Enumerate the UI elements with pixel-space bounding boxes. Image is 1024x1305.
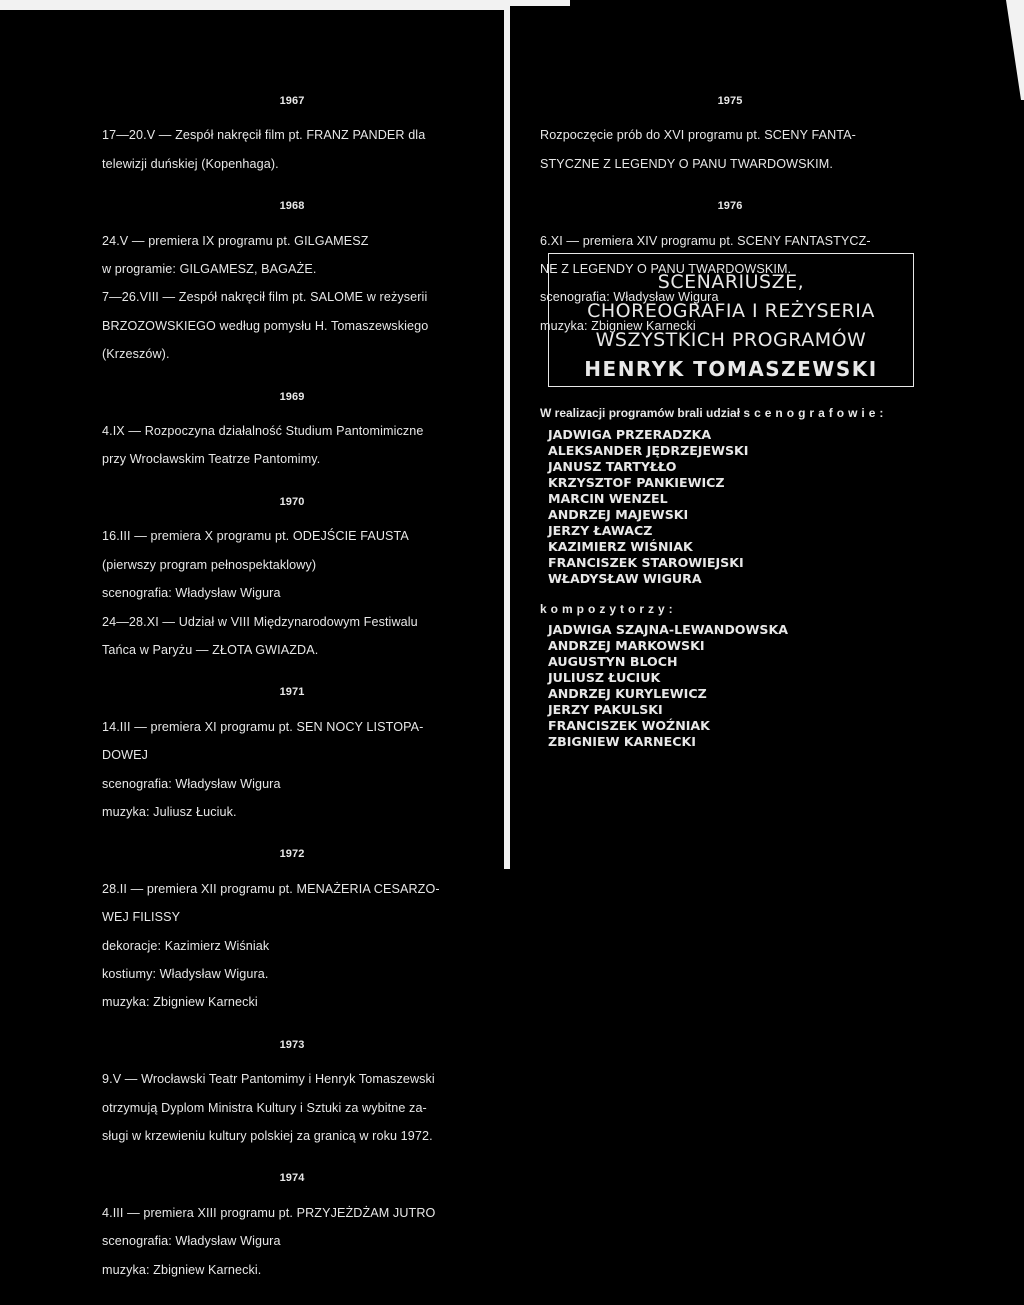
- entry-line: 4.IX — Rozpoczyna działalność Studium Pantomimiczne: [102, 424, 424, 439]
- scenographer-name: WŁADYSŁAW WIGURA: [548, 571, 702, 586]
- composers-list: [548, 622, 788, 750]
- composer-name: AUGUSTYN BLOCH: [548, 654, 678, 669]
- entry-line: Rozpoczęcie prób do XVI programu pt. SCENY FANTA-: [540, 128, 856, 143]
- entry-line: 17—20.V — Zespół nakręcił film pt. FRANZ PANDER dla: [102, 128, 426, 143]
- entry-line: 16.III — premiera X programu pt. ODEJŚCIE FAUSTA: [102, 529, 409, 544]
- year-heading: 1970: [279, 495, 305, 508]
- entry-line: 24.V — premiera IX programu pt. GILGAMESZ: [102, 233, 369, 248]
- year-section: [102, 1171, 482, 1291]
- year-heading: 1969: [279, 390, 305, 403]
- entry-line: 4.III — premiera XIII programu pt. PRZYJEŻDŻAM JUTRO: [102, 1205, 436, 1220]
- entry-line: w programie: GILGAMESZ, BAGAŻE.: [102, 262, 317, 277]
- year-heading: 1976: [717, 200, 743, 213]
- scenographer-name: KRZYSZTOF PANKIEWICZ: [548, 475, 725, 490]
- scenographer-name: MARCIN WENZEL: [548, 491, 668, 506]
- year-entry: [102, 515, 482, 671]
- scenographer-name: FRANCISZEK STAROWIEJSKI: [548, 555, 744, 570]
- composer-name: ANDRZEJ KURYLEWICZ: [548, 686, 707, 701]
- entry-line: muzyka: Zbigniew Karnecki.: [102, 1262, 262, 1277]
- entry-line: scenografia: Władysław Wigura: [540, 290, 719, 305]
- entry-line: muzyka: Juliusz Łuciuk.: [102, 804, 237, 819]
- composer-name: JULIUSZ ŁUCIUK: [548, 670, 661, 685]
- year-entry: [540, 114, 920, 185]
- year-heading: 1972: [279, 848, 305, 861]
- year-heading: 1967: [279, 95, 305, 107]
- year-section: [102, 847, 482, 1023]
- entry-line: dekoracje: Kazimierz Wiśniak: [102, 938, 270, 953]
- entry-line: 7—26.VIII — Zespół nakręcił film pt. SALOME w reżyserii: [102, 290, 428, 305]
- entry-line: scenografia: Władysław Wigura: [102, 586, 281, 601]
- credits-banner: [548, 253, 914, 387]
- entry-line: scenografia: Władysław Wigura: [102, 1234, 281, 1249]
- year-section: [102, 1038, 482, 1158]
- entry-line: 28.II — premiera XII programu pt. MENAŻERIA CESARZO-: [102, 881, 440, 896]
- entry-line: Tańca w Paryżu — ZŁOTA GWIAZDA.: [102, 642, 319, 657]
- banner-line: WSZYSTKICH PROGRAMÓW: [595, 329, 867, 351]
- top-edge-strip: [0, 0, 504, 10]
- scenographer-name: JERZY ŁAWACZ: [548, 523, 653, 538]
- top-edge-strip-right: [510, 0, 570, 6]
- chronology-left: [102, 94, 482, 1305]
- entry-line: telewizji duńskiej (Kopenhaga).: [102, 156, 279, 171]
- entry-line: 6.XI — premiera XIV programu pt. SCENY FANTASTYCZ-: [540, 233, 871, 248]
- scenographer-name: JADWIGA PRZERADZKA: [548, 427, 712, 442]
- entry-line: (Krzeszów).: [102, 347, 170, 362]
- year-heading: 1971: [279, 686, 305, 699]
- entry-line: przy Wrocławskim Teatrze Pantomimy.: [102, 452, 321, 467]
- scenographers-label-spaced: scenografowie:: [743, 406, 888, 420]
- banner-text: [549, 268, 913, 384]
- entry-line: DOWEJ: [102, 748, 148, 763]
- composer-name: FRANCISZEK WOŹNIAK: [548, 718, 710, 733]
- composer-name: JADWIGA SZAJNA-LEWANDOWSKA: [548, 622, 788, 637]
- scenographers-label: [540, 406, 887, 420]
- year-entry: [102, 706, 482, 834]
- scenographer-name: ALEKSANDER JĘDRZEJEWSKI: [548, 443, 749, 458]
- scenographer-name: ANDRZEJ MAJEWSKI: [548, 507, 689, 522]
- entry-line: (pierwszy program pełnospektaklowy): [102, 557, 317, 572]
- year-entry: [102, 868, 482, 1024]
- year-section: [102, 685, 482, 833]
- scenographers-label-prefix: W realizacji programów brali udział: [540, 406, 741, 420]
- year-heading: 1975: [717, 95, 743, 107]
- banner-line: SCENARIUSZE,: [657, 271, 805, 293]
- entry-line: 24—28.XI — Udział w VIII Międzynarodowym Festiwalu: [102, 614, 418, 629]
- page-gutter: [504, 0, 510, 869]
- year-entry: [102, 410, 482, 481]
- year-section: [102, 495, 482, 671]
- entry-line: otrzymują Dyplom Ministra Kultury i Sztuki za wybitne za-: [102, 1100, 427, 1115]
- entry-line: 14.III — premiera XI programu pt. SEN NOCY LISTOPA-: [102, 719, 424, 734]
- scenographer-name: KAZIMIERZ WIŚNIAK: [548, 539, 693, 554]
- year-entry: [102, 1058, 482, 1157]
- banner-author: HENRYK TOMASZEWSKI: [584, 357, 878, 381]
- year-section: [102, 94, 482, 185]
- year-heading: 1973: [279, 1038, 305, 1051]
- year-section: [102, 199, 482, 375]
- year-entry: [102, 1192, 482, 1291]
- year-entry: [102, 114, 482, 185]
- entry-line: WEJ FILISSY: [102, 910, 181, 925]
- composer-name: JERZY PAKULSKI: [548, 702, 663, 717]
- year-heading: 1974: [279, 1172, 305, 1185]
- year-entry: [102, 219, 482, 375]
- entry-line: NE Z LEGENDY O PANU TWARDOWSKIM.: [540, 262, 792, 277]
- entry-line: 9.V — Wrocławski Teatr Pantomimy i Henryk Tomaszewski: [102, 1072, 435, 1087]
- entry-line: sługi w krzewieniu kultury polskiej za granicą w roku 1972.: [102, 1129, 433, 1143]
- entry-line: muzyka: Zbigniew Karnecki: [102, 995, 258, 1010]
- composer-name: ZBIGNIEW KARNECKI: [548, 734, 696, 749]
- composer-name: ANDRZEJ MARKOWSKI: [548, 638, 705, 653]
- year-section: [102, 390, 482, 481]
- scenographers-list: [548, 427, 749, 587]
- entry-line: scenografia: Władysław Wigura: [102, 776, 281, 791]
- year-section: [540, 94, 920, 185]
- entry-line: STYCZNE Z LEGENDY O PANU TWARDOWSKIM.: [540, 156, 833, 171]
- entry-line: kostiumy: Władysław Wigura.: [102, 966, 269, 981]
- composers-label: kompozytorzy:: [540, 602, 677, 616]
- year-heading: 1968: [279, 200, 305, 213]
- scenographer-name: JANUSZ TARTYŁŁO: [548, 459, 677, 474]
- entry-line: muzyka: Zbigniew Karnecki: [540, 318, 696, 333]
- banner-line: CHOREOGRAFIA I REŻYSERIA: [587, 300, 875, 322]
- entry-line: BRZOZOWSKIEGO według pomysłu H. Tomaszewskiego: [102, 318, 429, 333]
